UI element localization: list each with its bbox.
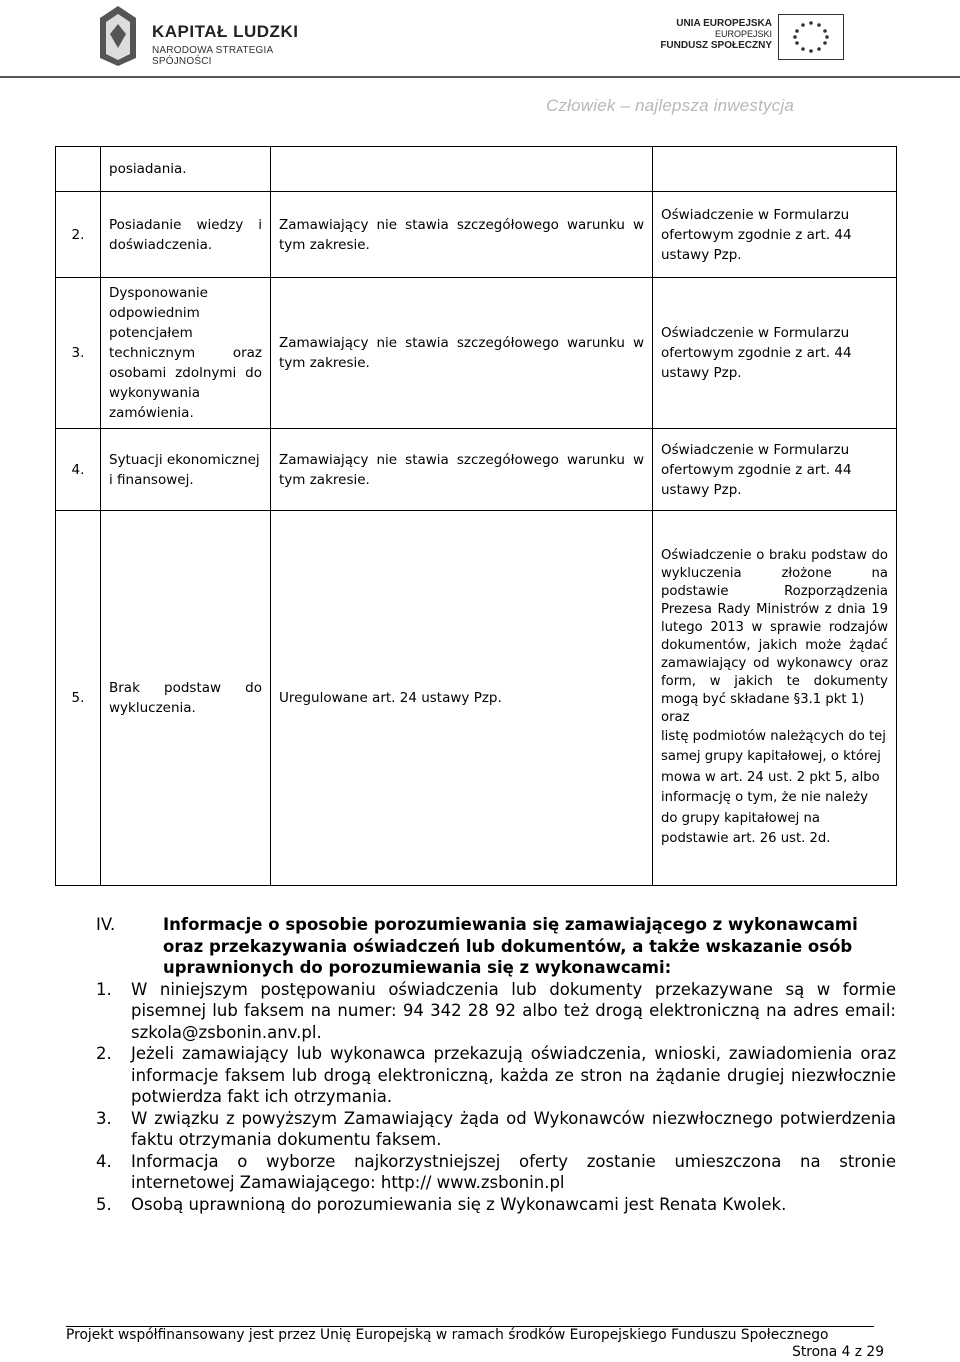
- eu-logo: [660, 14, 852, 64]
- document-capital-group: listę podmiotów należących do tej samej grupy kapitałowej, o której mowa w art. 24 ust. 2 pkt 5, albo informację o tym, że nie należy do grupy kapitałowej na podstawie art. 26 ust. 2d.: [661, 728, 886, 846]
- list-item-number: 3.: [96, 1108, 112, 1128]
- requirement-cell: Zamawiający nie stawia szczegółowego warunku w tym zakresie.: [271, 192, 653, 278]
- list-item-text: Osobą uprawnioną do porozumiewania się z Wykonawcami jest Renata Kwolek.: [131, 1194, 787, 1214]
- eu-line-2: EUROPEJSKI: [714, 29, 772, 39]
- list-item: [96, 1108, 896, 1151]
- condition-cell: Sytuacji ekonomicznej i finansowej.: [101, 429, 271, 511]
- header-divider: [0, 76, 960, 78]
- table-row: [56, 511, 897, 886]
- document-cell: [653, 511, 897, 886]
- footer-text: Projekt współfinansowany jest przez Unię Europejską w ramach środków Europejskiego Funduszu Społecznego: [66, 1327, 829, 1343]
- table-row: [56, 429, 897, 511]
- list-item-number: 1.: [96, 979, 112, 999]
- eu-flag-icon: [778, 14, 844, 60]
- section-iv: [96, 914, 896, 1215]
- list-item-text: W związku z powyższym Zamawiający żąda od Wykonawców niezwłocznego potwierdzenia faktu otrzymania dokumentu faksem.: [131, 1108, 896, 1149]
- kapital-ludzki-logo: [96, 4, 326, 68]
- document-connector: oraz: [661, 709, 690, 725]
- motto: Człowiek – najlepsza inwestycja: [546, 96, 795, 115]
- document-cell: [653, 147, 897, 192]
- requirement-cell: Uregulowane art. 24 ustawy Pzp.: [271, 511, 653, 886]
- requirement-cell: [271, 147, 653, 192]
- row-number: 5.: [56, 511, 101, 886]
- row-number: [56, 147, 101, 192]
- section-title: Informacje o sposobie porozumiewania się zamawiającego z wykonawcami oraz przekazywania oświadczeń lub dokumentów, a także wskazanie osób uprawnionych do porozumiewania się z wykonawcami:: [163, 915, 858, 977]
- eu-logo-text: [660, 18, 772, 51]
- condition-cell: posiadania.: [101, 147, 271, 192]
- document-cell: Oświadczenie w Formularzu ofertowym zgodnie z art. 44 ustawy Pzp.: [653, 429, 897, 511]
- list-item-number: 4.: [96, 1151, 112, 1171]
- list-item: [96, 979, 896, 1044]
- condition-cell: Brak podstaw do wykluczenia.: [101, 511, 271, 886]
- list-item-number: 5.: [96, 1194, 112, 1214]
- table-row: [56, 278, 897, 429]
- list-item-text: Jeżeli zamawiający lub wykonawca przekazują oświadczenia, wnioski, zawiadomienia oraz informacje faksem lub drogą elektroniczną, każda ze stron na żądanie drugiej niezwłocznie potwierdza fakt ich otrzymania.: [131, 1044, 896, 1106]
- section-number: IV.: [96, 915, 116, 934]
- requirement-cell: Zamawiający nie stawia szczegółowego warunku w tym zakresie.: [271, 429, 653, 511]
- document-cell: Oświadczenie w Formularzu ofertowym zgodnie z art. 44 ustawy Pzp.: [653, 278, 897, 429]
- list-item-number: 2.: [96, 1044, 112, 1063]
- logo-subtitle: NARODOWA STRATEGIA SPÓJNOŚCI: [152, 45, 273, 67]
- section-heading: [96, 914, 896, 979]
- list-item-text: Informacja o wyborze najkorzystniejszej oferty zostanie umieszczona na stronie internetowej Zamawiającego: http:// www.zsbonin.pl: [131, 1151, 896, 1192]
- document-statement: Oświadczenie o braku podstaw do wykluczenia złożone na podstawie Rozporządzenia Prezesa Rady Ministrów z dnia 19 lutego 2013 w sprawie rodzajów dokumentów, jakich może żądać zamawiający od wykonawcy oraz form, w jakich te dokumenty mogą być składane §3.1 pkt 1): [661, 547, 888, 707]
- kapital-ludzki-emblem-icon: [96, 4, 142, 66]
- table-row: [56, 147, 897, 192]
- condition-cell: Posiadanie wiedzy i doświadczenia.: [101, 192, 271, 278]
- logo-title: KAPITAŁ LUDZKI: [152, 22, 299, 41]
- eu-line-3: FUNDUSZ SPOŁECZNY: [660, 40, 772, 51]
- list-item: [96, 1151, 896, 1194]
- row-number: 3.: [56, 278, 101, 429]
- condition-cell: Dysponowanie odpowiednim potencjałem technicznym oraz osobami zdolnymi do wykonywania zamówienia.: [101, 278, 271, 429]
- document-cell: Oświadczenie w Formularzu ofertowym zgodnie z art. 44 ustawy Pzp.: [653, 192, 897, 278]
- table-row: [56, 192, 897, 278]
- list-item: [96, 1043, 896, 1108]
- row-number: 2.: [56, 192, 101, 278]
- list-item-text: W niniejszym postępowaniu oświadczenia lub dokumenty przekazywane są w formie pisemnej lub faksem na numer: 94 342 28 92 albo też drogą elektroniczną na adres email: szkola@zsbonin.anv.pl.: [131, 979, 896, 1042]
- eu-line-1: UNIA EUROPEJSKA: [676, 18, 772, 29]
- row-number: 4.: [56, 429, 101, 511]
- list-item: [96, 1194, 896, 1216]
- page-number: Strona 4 z 29: [792, 1344, 884, 1360]
- requirement-cell: Zamawiający nie stawia szczegółowego warunku w tym zakresie.: [271, 278, 653, 429]
- section-list: [96, 979, 896, 1216]
- requirements-table: [55, 146, 897, 886]
